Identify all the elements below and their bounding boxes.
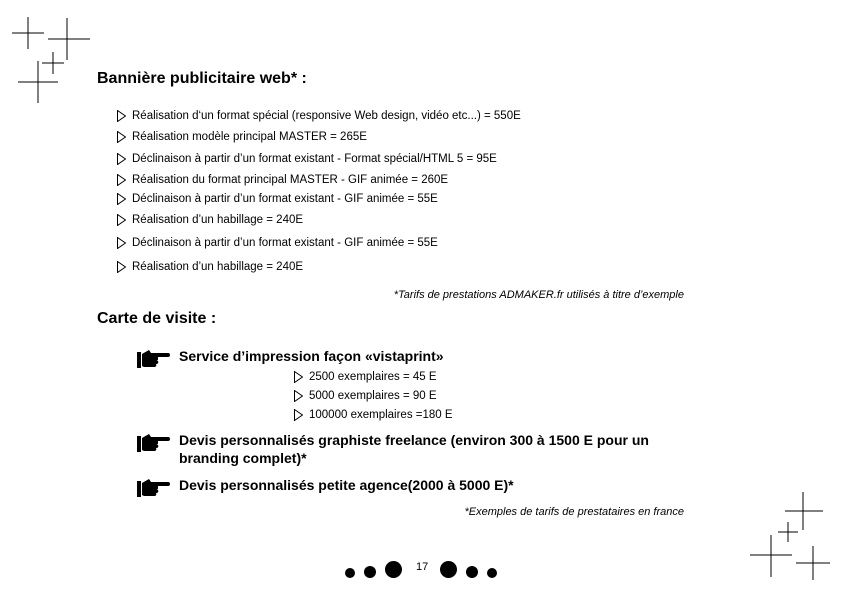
list-item-label: Réalisation d’un habillage = 240E — [132, 214, 304, 226]
print-service-item — [137, 347, 697, 369]
list-item — [117, 110, 521, 122]
triangle-right-outline-icon — [117, 131, 126, 143]
list-item-label: Déclinaison à partir d’un format existant - GIF animée = 55E — [132, 237, 438, 249]
list-item-label: Réalisation d‘un format spécial (responsive Web design, vidéo etc...) = 550E — [132, 110, 521, 122]
triangle-right-outline-icon — [294, 409, 303, 421]
pointing-hand-icon — [137, 476, 171, 498]
print-service-label: Service d’impression façon «vistaprint» — [179, 348, 444, 364]
pointing-hand-icon — [137, 431, 171, 453]
triangle-right-outline-icon — [117, 153, 126, 165]
triangle-right-outline-icon — [117, 214, 126, 226]
triangle-right-outline-icon — [117, 174, 126, 186]
list-item — [117, 193, 438, 205]
list-item — [117, 237, 438, 249]
pager-dot — [440, 561, 457, 578]
list-item-label: 2500 exemplaires = 45 E — [309, 371, 437, 383]
list-item — [117, 153, 497, 165]
list-item-label: Déclinaison à partir d’un format existant - GIF animée = 55E — [132, 193, 438, 205]
freelance-quote-label: Devis personnalisés graphiste freelance (environ 300 à 1500 E pour un branding complet)* — [179, 432, 649, 466]
section-title-banner: Bannière publicitaire web* : — [97, 70, 307, 87]
page-number: 17 — [416, 561, 429, 573]
section-title-business-card: Carte de visite : — [97, 310, 217, 327]
pager-dot — [364, 566, 376, 578]
agency-quote-item — [137, 476, 697, 498]
triangle-right-outline-icon — [117, 237, 126, 249]
triangle-right-outline-icon — [117, 261, 126, 273]
pager-dot — [466, 566, 478, 578]
list-item-label: Réalisation du format principal MASTER - GIF animée = 260E — [132, 174, 449, 186]
list-item — [117, 261, 303, 273]
list-item — [117, 131, 367, 143]
list-item-label: Réalisation d’un habillage = 240E — [132, 261, 304, 273]
list-item-label: Réalisation modèle principal MASTER = 265E — [132, 131, 367, 143]
list-item-label: 100000 exemplaires =180 E — [309, 409, 453, 421]
triangle-right-outline-icon — [294, 371, 303, 383]
page-indicator — [340, 558, 510, 584]
list-item — [294, 371, 437, 383]
list-item — [117, 214, 303, 226]
list-item-label: Déclinaison à partir d’un format existant - Format spécial/HTML 5 = 95E — [132, 153, 497, 165]
triangle-right-outline-icon — [117, 110, 126, 122]
agency-quote-label: Devis personnalisés petite agence(2000 à 5000 E)* — [179, 477, 514, 493]
list-item — [294, 390, 437, 402]
triangle-right-outline-icon — [294, 390, 303, 402]
list-item — [117, 174, 448, 186]
list-item — [294, 409, 453, 421]
freelance-quote-item — [137, 431, 702, 467]
pager-dot — [487, 568, 497, 578]
business-card-footnote: *Exemples de tarifs de prestataires en france — [464, 506, 684, 518]
pager-dot — [385, 561, 402, 578]
list-item-label: 5000 exemplaires = 90 E — [309, 390, 437, 402]
banner-footnote: *Tarifs de prestations ADMAKER.fr utilisés à titre d’exemple — [393, 289, 684, 301]
pager-dot — [345, 568, 355, 578]
triangle-right-outline-icon — [117, 193, 126, 205]
pointing-hand-icon — [137, 347, 171, 369]
